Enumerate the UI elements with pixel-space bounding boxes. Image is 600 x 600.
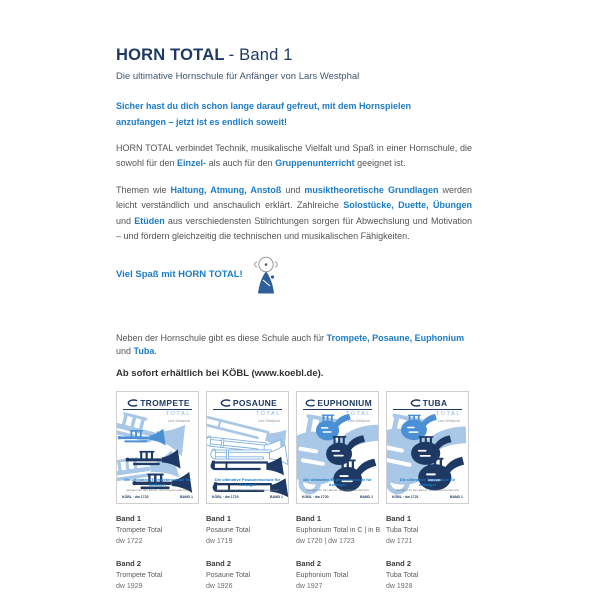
band-title: Trompete Total	[116, 572, 163, 580]
cover-footer	[211, 477, 284, 499]
cover-instrument-name: TROMPETE	[140, 397, 190, 408]
band-label: Band 2	[296, 559, 322, 569]
band-code: dw 1928	[386, 583, 413, 591]
cover-total-label: TOTAL	[255, 410, 281, 417]
title-brand: HORN TOTAL	[116, 46, 225, 64]
band-entry	[386, 513, 469, 547]
band-code: dw 1722	[116, 537, 143, 545]
description-paragraph-2: Themen wie Haltung, Atmung, Anstoß und musiktheoretische Grundlagen werden leicht verständlich und anschaulich erklärt. Zahlreiche Solostücke, Duette, Übungen und Etüden aus verschiedensten Stilrichtungen sorgen für Abwechslung und Motivation – und fördern gleichzeitig die technischen und musikalischen Fähigkeiten.	[116, 184, 472, 242]
band-column-tuba	[386, 513, 469, 600]
band-title: Posaune Total	[206, 526, 251, 534]
band-label: Band 1	[116, 513, 142, 523]
band-label: Band 2	[206, 559, 232, 569]
band-code: dw 1929	[116, 583, 143, 591]
cover-subline: geeignet für den Einzel- und Gruppenunterricht	[396, 487, 459, 492]
band-label: Band 1	[206, 513, 232, 523]
cover-instrument-name: TUBA	[422, 397, 448, 408]
band-label: Band 2	[116, 559, 142, 569]
band-listing-row	[116, 513, 472, 600]
cover-header	[121, 397, 194, 423]
intro-text: Sicher hast du dich schon lange darauf gefreut, mit dem Hornspielen anzufangen – jetzt ist es endlich soweit!	[116, 101, 412, 127]
cover-euphonium	[296, 391, 379, 504]
cover-publisher: KÖBL · dw 1721	[392, 494, 419, 499]
cover-author: Lars Westphal	[437, 418, 460, 423]
band-entry	[116, 513, 199, 547]
cover-author: Lars Westphal	[257, 418, 280, 423]
cover-author: Lars Westphal	[347, 418, 370, 423]
cover-publisher: KÖBL · dw 1720	[302, 494, 329, 499]
description-paragraph-1: HORN TOTAL verbindet Technik, musikalische Vielfalt und Spaß in einer Hornschule, die sowohl für den Einzel- als auch für den Gruppenunterricht geeignet ist.	[116, 142, 472, 169]
cover-subline: geeignet für den Einzel- und Gruppenunterricht	[306, 487, 369, 492]
cover-author: Lars Westphal	[167, 418, 190, 423]
cover-title-row	[123, 398, 192, 410]
cover-header	[301, 397, 374, 423]
cover-tagline: Die ultimative Posaunenschule für Anfänger	[214, 476, 281, 487]
cover-publisher: KÖBL · dw 1719	[212, 494, 239, 499]
book-covers-row	[116, 391, 472, 504]
cover-logo-swoosh-icon	[408, 399, 421, 407]
cover-footer	[121, 477, 194, 499]
cover-tagline: Die ultimative Euphoniumschule für Anfänger	[303, 476, 372, 487]
cover-header	[391, 397, 464, 423]
cover-total-label: TOTAL	[165, 410, 191, 417]
cover-instrument-name: EUPHONIUM	[317, 397, 372, 408]
cover-tuba	[386, 391, 469, 504]
fun-line-row	[116, 254, 472, 296]
cover-instrument-name: POSAUNE	[232, 397, 278, 408]
also-available-line: Neben der Hornschule gibt es diese Schule auch für Trompete, Posaune, Euphonium und Tuba.	[116, 332, 465, 357]
band-code: dw 1720 | dw 1723	[296, 537, 355, 545]
band-label: Band 2	[386, 559, 412, 569]
fun-line: Viel Spaß mit HORN TOTAL!	[116, 269, 243, 281]
band-label: Band 1	[386, 513, 412, 523]
cover-band-label: BAND 1	[179, 494, 193, 499]
band-code: dw 1926	[206, 583, 233, 591]
band-entry	[296, 558, 379, 592]
band-column-euphonium	[296, 513, 379, 600]
cover-trompete	[116, 391, 199, 504]
cover-title-row	[213, 398, 282, 410]
band-title: Trompete Total	[116, 526, 163, 534]
band-column-trompete	[116, 513, 199, 600]
cover-tagline: Die ultimative Tubaschule für Anfänger	[399, 476, 456, 487]
band-title: Euphonium Total	[296, 572, 349, 580]
band-entry	[386, 558, 469, 592]
band-entry	[206, 513, 289, 547]
band-column-posaune	[206, 513, 289, 600]
band-label: Band 1	[296, 513, 322, 523]
cover-footer	[391, 477, 464, 499]
band-code: dw 1927	[296, 583, 323, 591]
cover-total-label: TOTAL	[435, 410, 461, 417]
cover-footrow	[301, 495, 374, 499]
cover-tagline: Die ultimative Trompetenschule für Anfänger	[124, 476, 191, 487]
band-entry	[296, 513, 379, 547]
availability-line: Ab sofort erhältlich bei KÖBL (www.koebl.de).	[116, 367, 324, 379]
waving-figure-icon	[251, 255, 281, 295]
cover-band-label: BAND 1	[269, 494, 283, 499]
cover-logo-swoosh-icon	[218, 399, 231, 407]
cover-subline: geeignet für den Einzel- und Gruppenunterricht	[216, 487, 279, 492]
cover-title-row	[303, 398, 372, 410]
subtitle: Die ultimative Hornschule für Anfänger von Lars Westphal	[116, 70, 360, 82]
cover-subline: geeignet für den Einzel- und Gruppenunterricht	[126, 487, 189, 492]
cover-footrow	[391, 495, 464, 499]
band-title: Tuba Total	[386, 526, 419, 534]
cover-posaune	[206, 391, 289, 504]
cover-footrow	[211, 495, 284, 499]
cover-footrow	[121, 495, 194, 499]
content-column	[116, 0, 472, 600]
availability-section	[116, 332, 472, 379]
cover-logo-swoosh-icon	[125, 399, 138, 407]
cover-publisher: KÖBL · dw 1722	[122, 494, 149, 499]
band-code: dw 1719	[206, 537, 233, 545]
band-entry	[116, 558, 199, 592]
page-title	[116, 46, 472, 65]
band-title: Posaune Total	[206, 572, 251, 580]
cover-total-label: TOTAL	[345, 410, 371, 417]
band-title: Euphonium Total in C | in B	[296, 526, 381, 534]
band-entry	[206, 558, 289, 592]
band-code: dw 1721	[386, 537, 413, 545]
cover-band-label: BAND 1	[449, 494, 463, 499]
band-title: Tuba Total	[386, 572, 419, 580]
cover-footer	[301, 477, 374, 499]
cover-header	[211, 397, 284, 423]
cover-band-label: BAND 1	[359, 494, 373, 499]
cover-title-row	[393, 398, 462, 410]
title-band-number: - Band 1	[228, 46, 293, 64]
cover-logo-swoosh-icon	[303, 399, 315, 407]
